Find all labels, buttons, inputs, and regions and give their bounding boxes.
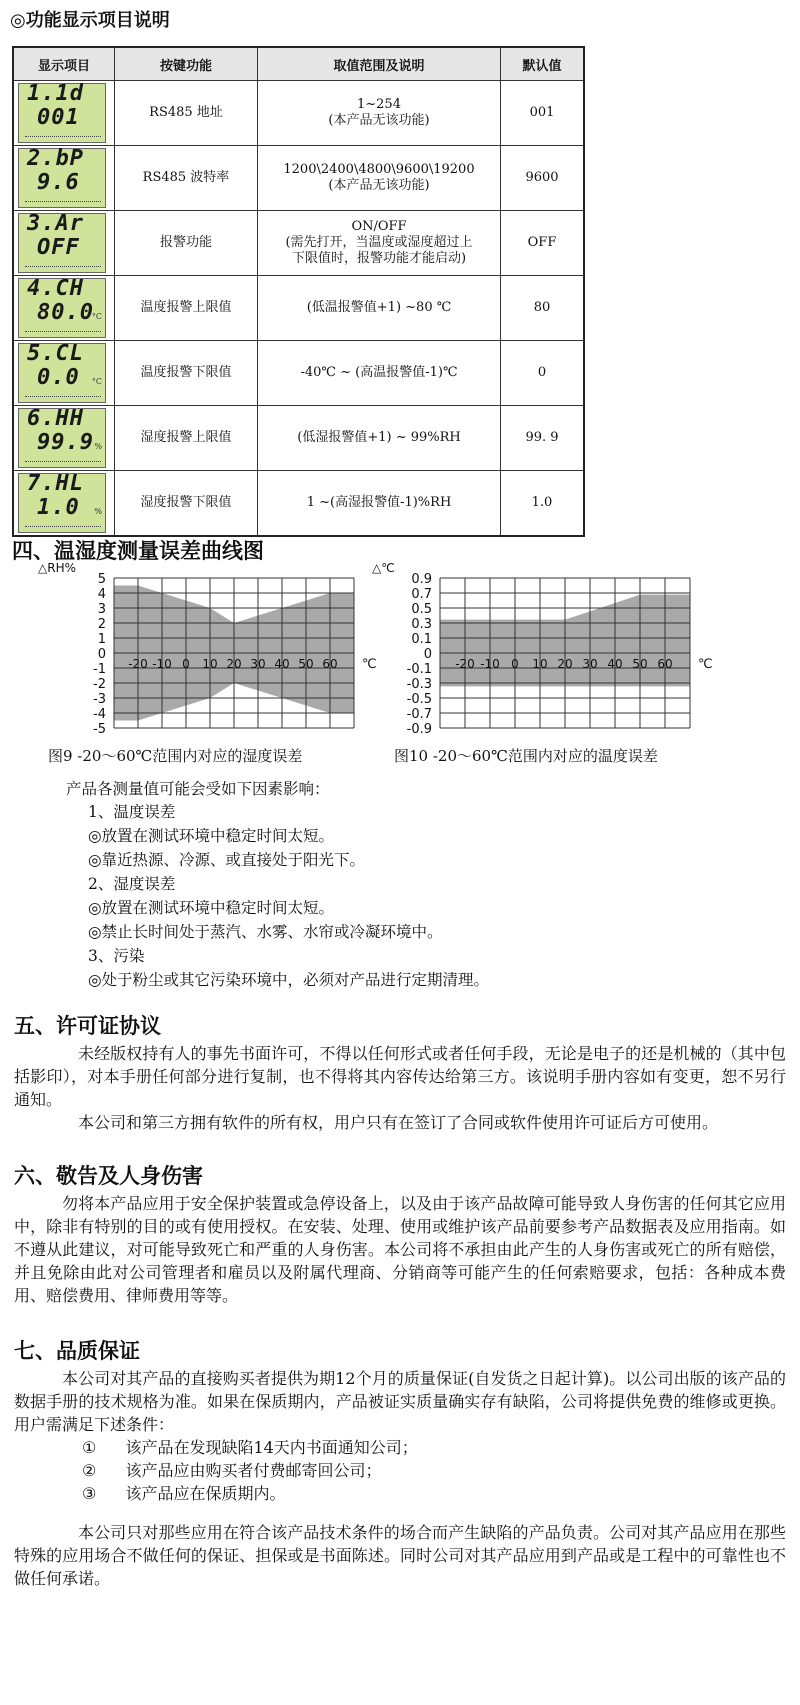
factor-item: ◎处于粉尘或其它污染环境中，必须对产品进行定期清理。 [88,971,490,989]
factor-item: ◎靠近热源、冷源、或直接处于阳光下。 [88,851,366,869]
range-line: 1 ~(高湿报警值-1)%RH [306,495,452,510]
lcd-param-value: 9.6 [37,170,80,195]
lcd-param-code: 7.HL [27,471,84,496]
lcd-param-value: OFF [37,235,80,260]
range-line: 1200\2400\4800\9600\19200 [283,162,475,177]
lcd-cell [13,341,115,406]
lcd-segment-row [25,136,101,141]
condition-number: ① [82,1438,97,1457]
range-description [258,211,501,276]
range-description [258,406,501,471]
y-tick-label: -5 [93,722,106,737]
key-function: RS485 地址 [115,81,258,146]
x-tick-label: -10 [152,657,172,671]
lcd-segment-row [25,266,101,271]
range-description [258,276,501,341]
default-value: 0 [501,341,585,406]
warning-paragraph: 勿将本产品应用于安全保护装置或急停设备上，以及由于该产品故障可能导致人身伤害的任何其它应用中，除非有特别的目的或有使用授权。在安装、处理、使用或维护该产品前要参考产品数据表及应用指南。如不遵从此建议，对可能导致死亡和严重的人身伤害。本公司将不承担由此产生的人身伤害或死亡的所有赔偿，并且免除由此对公司管理者和雇员以及附属代理商、分销商等可能产生的任何索赔要求，包括：各种成本费用、赔偿费用、律师费用等等。 [14,1194,786,1305]
lcd-segment-row [25,461,101,466]
x-tick-label: 20 [557,657,573,671]
table-row [13,471,584,537]
y-tick-label: 0.3 [411,617,432,632]
table-row [13,276,584,341]
x-tick-label: 40 [607,657,623,671]
range-line: -40℃ ~ (高温报警值-1)℃ [300,365,458,380]
lcd-param-value: 1.0 [37,495,80,520]
y-tick-label: 0.5 [411,602,432,617]
lcd-cell [13,211,115,276]
range-line: ON/OFF [351,219,407,234]
table-header-row [13,47,584,81]
table-row [13,81,584,146]
section-title-warranty: 七、品质保证 [14,1339,140,1363]
condition-item [82,1437,418,1459]
y-axis-label: △RH% [38,561,76,575]
x-unit-label: ℃ [362,657,377,672]
lcd-cell [13,276,115,341]
x-tick-label: 60 [657,657,673,671]
range-line: (需先打开，当温度或湿度超过上 [285,235,473,250]
x-tick-label: 10 [202,657,218,671]
y-tick-label: 5 [97,572,106,587]
chart-caption-humidity: 图9 -20～60℃范围内对应的湿度误差 [48,747,303,765]
lcd-segment-row [25,526,101,531]
lcd-display-icon [18,408,106,468]
default-value: 001 [501,81,585,146]
factor-item: 3、污染 [88,947,145,965]
x-tick-label: 30 [250,657,266,671]
key-function: 温度报警上限值 [115,276,258,341]
lcd-param-code: 1.1d [27,81,84,106]
y-tick-label: -0.7 [406,707,432,722]
lcd-display-icon [18,473,106,533]
y-tick-label: -3 [93,692,106,707]
section-title-license: 五、许可证协议 [14,1014,161,1038]
lcd-cell [13,406,115,471]
factor-item: ◎放置在测试环境中稳定时间太短。 [88,899,335,917]
lcd-segment-row [25,201,101,206]
condition-number: ② [82,1461,97,1480]
y-tick-label: 4 [97,587,106,602]
table-row [13,211,584,276]
factors-intro: 产品各测量值可能会受如下因素影响： [66,780,330,798]
x-tick-label: 50 [632,657,648,671]
lcd-display-icon [18,148,106,208]
factor-item: ◎放置在测试环境中稳定时间太短。 [88,827,335,845]
y-tick-label: -2 [93,677,106,692]
y-tick-label: 0.7 [411,587,432,602]
x-unit-label: ℃ [698,657,713,672]
lcd-param-value: 001 [37,105,80,130]
x-tick-label: 0 [511,657,519,671]
lcd-cell [13,471,115,537]
lcd-param-code: 2.bP [27,146,84,171]
condition-item [82,1460,381,1482]
factor-item: 1、温度误差 [88,803,176,821]
x-tick-label: 0 [182,657,190,671]
range-line: 下限值时，报警功能才能启动) [291,251,467,266]
condition-number: ③ [82,1484,97,1503]
key-function: 温度报警下限值 [115,341,258,406]
x-tick-label: 20 [226,657,242,671]
key-function: 报警功能 [115,211,258,276]
range-line: (本产品无该功能) [328,113,430,128]
lcd-segment-row [25,331,101,336]
table-row [13,341,584,406]
lcd-param-value: 80.0 [37,300,94,325]
y-tick-label: 0.1 [411,632,432,647]
lcd-display-icon [18,343,106,403]
range-description [258,81,501,146]
default-value: 1.0 [501,471,585,537]
x-tick-label: 10 [532,657,548,671]
lcd-display-icon [18,83,106,143]
license-paragraph-1: 未经版权持有人的事先书面许可，不得以任何形式或者任何手段，无论是电子的还是机械的（其中包括影印），对本手册任何部分进行复制，也不得将其内容传达给第三方。该说明手册内容如有变更，恕不另行通知。 [14,1044,786,1109]
y-tick-label: -0.9 [406,722,432,737]
lcd-unit: °C [91,377,102,386]
license-paragraph-2: 本公司和第三方拥有软件的所有权，用户只有在签订了合同或软件使用许可证后方可使用。 [78,1113,719,1132]
lcd-cell [13,146,115,211]
range-line: (低湿报警值+1) ~ 99%RH [297,430,461,445]
x-tick-label: 60 [322,657,338,671]
warranty-paragraph-1: 本公司对其产品的直接购买者提供为期12个月的质量保证(自发货之日起计算)。以公司出版的该产品的数据手册的技术规格为准。如果在保质期内，产品被证实质量确实存有缺陷，公司将提供免费的维修或更换。用户需满足下述条件： [14,1369,786,1434]
key-function: 湿度报警上限值 [115,406,258,471]
y-axis-label: △℃ [372,561,395,575]
header-function: 按键功能 [115,47,258,81]
y-tick-label: 0 [97,647,106,662]
x-tick-label: 50 [298,657,314,671]
range-description [258,341,501,406]
range-description [258,471,501,537]
lcd-unit: % [94,507,102,516]
y-tick-label: -0.1 [406,662,432,677]
key-function: 湿度报警下限值 [115,471,258,537]
x-tick-label: 40 [274,657,290,671]
condition-item [82,1483,285,1505]
lcd-param-code: 6.HH [27,406,84,431]
section-title-functions: ◎功能显示项目说明 [10,10,170,31]
lcd-param-value: 99.9 [37,430,94,455]
chart-caption-temperature: 图10 -20～60℃范围内对应的温度误差 [394,747,658,765]
lcd-display-icon [18,213,106,273]
condition-text: 该产品应在保质期内。 [125,1484,286,1503]
section-title-warning: 六、敬告及人身伤害 [14,1164,203,1188]
lcd-param-code: 5.CL [27,341,84,366]
range-description [258,146,501,211]
factor-item: ◎禁止长时间处于蒸汽、水雾、水帘或冷凝环境中。 [88,923,443,941]
header-default: 默认值 [501,47,585,81]
default-value: OFF [501,211,585,276]
range-line: 1~254 [357,97,401,112]
section-title-error-curves: 四、温湿度测量误差曲线图 [12,539,264,563]
factor-item: 2、湿度误差 [88,875,176,893]
default-value: 80 [501,276,585,341]
default-value: 99. 9 [501,406,585,471]
y-tick-label: -0.3 [406,677,432,692]
lcd-cell [13,81,115,146]
temperature-error-chart [368,560,728,770]
lcd-unit: % [94,442,102,451]
table-row [13,406,584,471]
lcd-param-code: 3.Ar [27,211,84,236]
range-line: (本产品无该功能) [328,178,430,193]
header-range: 取值范围及说明 [258,47,501,81]
x-tick-label: -10 [480,657,500,671]
humidity-error-chart [10,560,380,770]
lcd-display-icon [18,278,106,338]
x-tick-label: 30 [582,657,598,671]
y-tick-label: 0.9 [411,572,432,587]
lcd-unit: °C [91,312,102,321]
y-tick-label: 3 [97,602,106,617]
table-row [13,146,584,211]
lcd-param-code: 4.CH [27,276,84,301]
y-tick-label: -4 [93,707,106,722]
key-function: RS485 波特率 [115,146,258,211]
y-tick-label: 1 [97,632,106,647]
lcd-segment-row [25,396,101,401]
condition-text: 该产品应由购买者付费邮寄回公司； [125,1461,382,1480]
function-table [12,46,585,537]
x-tick-label: -20 [455,657,475,671]
y-tick-label: -1 [93,662,106,677]
condition-text: 该产品在发现缺陷14天内书面通知公司； [125,1438,418,1457]
y-tick-label: 2 [97,617,106,632]
range-line: (低温报警值+1) ~80 ℃ [306,300,452,315]
y-tick-label: -0.5 [406,692,432,707]
lcd-param-value: 0.0 [37,365,80,390]
warranty-paragraph-2: 本公司只对那些应用在符合该产品技术条件的场合而产生缺陷的产品负责。公司对其产品应用在那些特殊的应用场合不做任何的保证、担保或是书面陈述。同时公司对其产品应用到产品或是工程中的可靠性也不做任何承诺。 [14,1523,786,1588]
default-value: 9600 [501,146,585,211]
header-display: 显示项目 [13,47,115,81]
x-tick-label: -20 [128,657,148,671]
y-tick-label: 0 [423,647,432,662]
